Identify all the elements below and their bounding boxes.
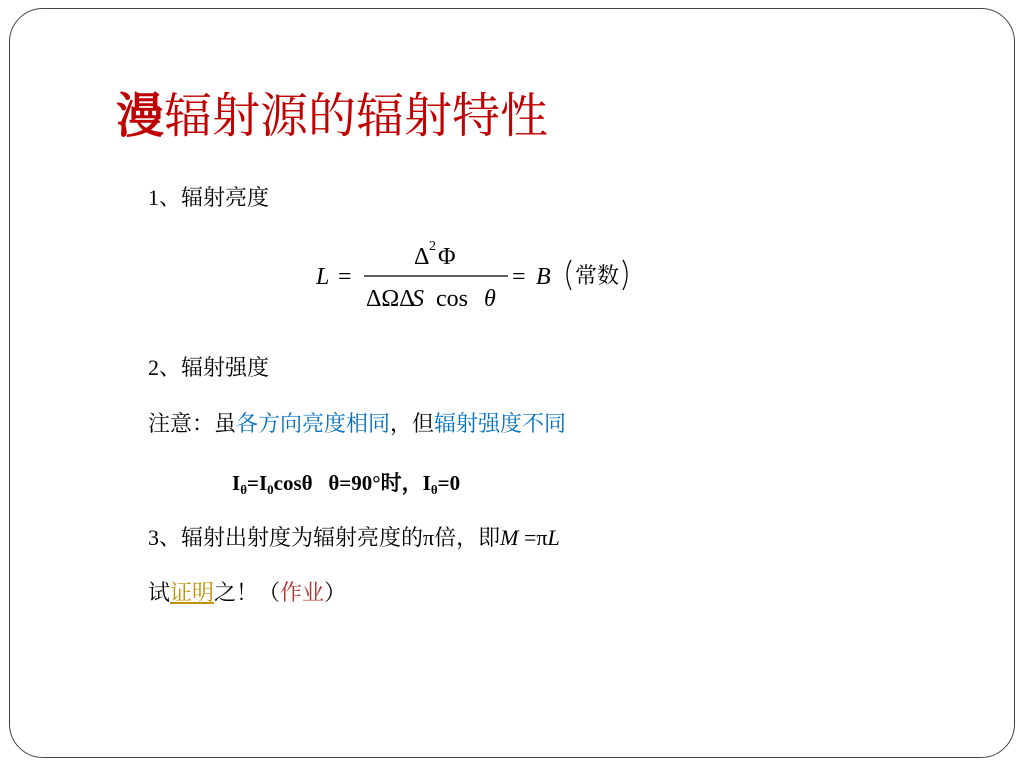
formula-den-s: S [412, 286, 424, 312]
radiance-formula-svg [312, 234, 662, 320]
title-rest: 辐射源的辐射特性 [164, 88, 549, 144]
radiance-formula [312, 234, 662, 320]
task-homework: 作业 [280, 581, 325, 606]
formula-left-paren [567, 260, 571, 290]
note-middle: ，但 [390, 412, 435, 437]
section-1-number: 1 [148, 185, 159, 210]
note-line [148, 410, 566, 440]
intensity-formula [232, 468, 460, 505]
section-3-mid: 倍，即 [434, 526, 501, 551]
formula-num-delta: Δ [414, 244, 430, 270]
formula-den-cos: cos [436, 286, 468, 312]
section-3-eqpi: =π [518, 525, 548, 550]
formula-lhs: L [316, 264, 330, 290]
formula-den-theta: θ [484, 286, 496, 312]
task-link[interactable]: 证明 [170, 581, 215, 606]
slide-title [116, 86, 548, 146]
formula-num-sup: 2 [429, 239, 436, 254]
section-3-pi: π [423, 525, 435, 550]
formula-den-delta-omega: ΔΩΔ [366, 286, 415, 312]
formula-num-phi: Φ [438, 244, 456, 270]
f2-sub1: θ [240, 482, 247, 497]
task-line [148, 579, 346, 609]
f2-cos: cosθ [273, 471, 313, 495]
formula-right-paren [623, 260, 627, 290]
formula-rhs: B [536, 264, 551, 290]
note-highlight-1: 各方向亮度相同 [236, 412, 391, 437]
f2-end: =0 [437, 471, 461, 495]
f2-sub2: 0 [267, 482, 274, 497]
section-3-label: 、辐射出射度为辐射亮度的 [159, 526, 424, 551]
formula-equals-2: = [512, 264, 526, 290]
f2-condition: θ=90°时，I [328, 471, 431, 495]
formula-paren-text: 常数 [575, 264, 620, 289]
section-2-heading [148, 353, 269, 384]
section-1-heading [148, 183, 269, 214]
task-prefix: 试 [148, 581, 171, 606]
note-prefix: 注意：虽 [148, 412, 237, 437]
f2-sub3: θ [430, 482, 438, 497]
section-1-label: 、辐射亮度 [159, 186, 270, 211]
f2-eq1: =I [246, 471, 268, 495]
section-3-l: L [547, 525, 560, 550]
task-mid: 之！（ [214, 581, 281, 606]
formula-equals-1: = [338, 264, 352, 290]
section-3-heading [148, 523, 560, 554]
section-2-label: 、辐射强度 [159, 356, 270, 381]
f2-i1: I [232, 471, 241, 495]
section-3-number: 3 [148, 525, 159, 550]
section-3-m: M [500, 525, 519, 550]
title-first-char: 漫 [116, 88, 165, 144]
task-end: ） [324, 581, 347, 606]
note-highlight-2: 辐射强度不同 [434, 412, 567, 437]
section-2-number: 2 [148, 355, 159, 380]
